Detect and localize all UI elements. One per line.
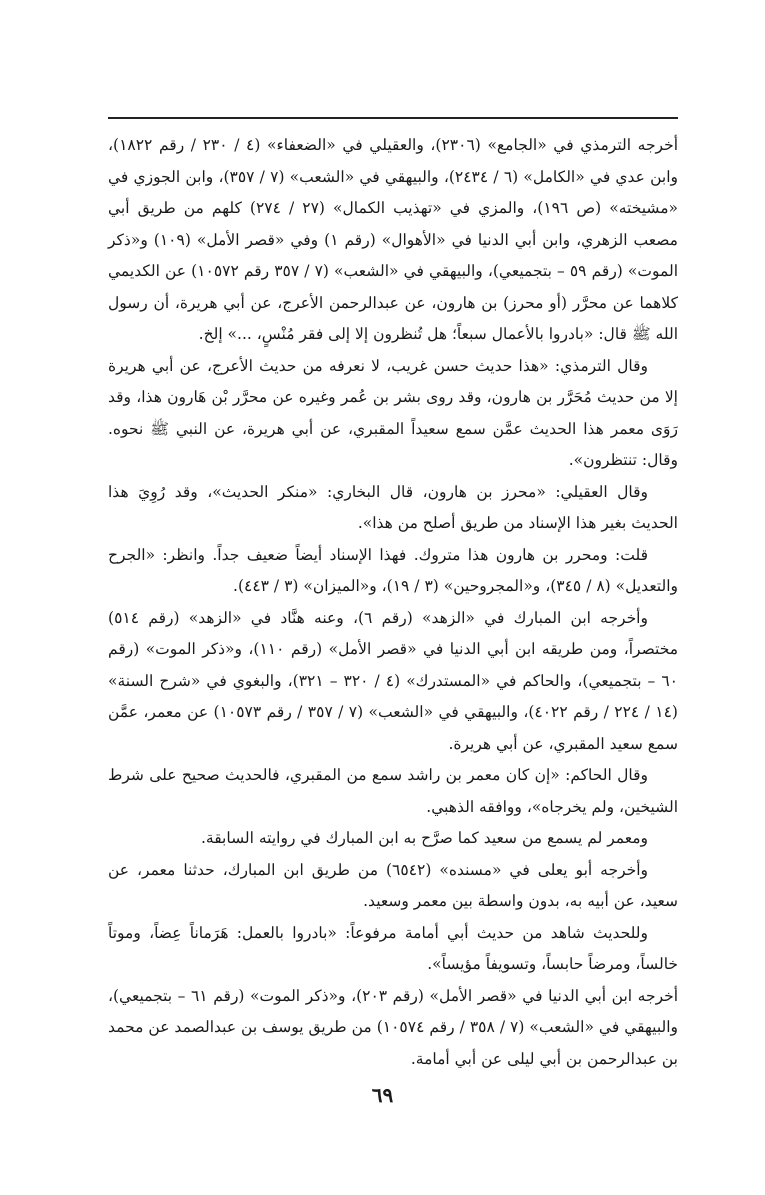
footnote-paragraph-tirmidhi-comment: وقال الترمذي: «هذا حديث حسن غريب، لا نعرفه من حديث الأعرج، عن أبي هريرة إلا من حديث مُحَرَّر بن هارون، وقد روى بشر بن عُمر وغيره عن محرَّر بْن هَارون هذا، وقد رَوَى معمر هذا الحديث عمَّن سمع سعيداً المقبري، عن أبي هريرة، عن النبي ﷺ نحوه. وقال: تنتظرون». [108, 356, 678, 469]
footnote-paragraph-uqayli-comment: وقال العقيلي: «محرز بن هارون، قال البخاري: «منكر الحديث»، وقد رُوِيَ هذا الحديث بغير هذا الإسناد من طريق أصلح من هذا». [108, 482, 678, 532]
footnote-separator-rule [108, 117, 678, 119]
footnote-paragraph-hakim-comment: وقال الحاكم: «إن كان معمر بن راشد سمع من المقبري، فالحديث صحيح على شرط الشيخين، ولم يخرجاه»، ووافقه الذهبي. [108, 766, 678, 816]
footnote-paragraph-shahid-abu-umama: وللحديث شاهد من حديث أبي أمامة مرفوعاً: «بادروا بالعمل: هَرَماناً عِضاً، وموتاً خالساً، ومرضاً حابساً، وتسويفاً مؤيساً». [108, 923, 678, 973]
footnote-text-block [108, 130, 678, 1075]
footnote-paragraph-takhrij-tirmidhi: أخرجه الترمذي في «الجامع» (٢٣٠٦)، والعقيلي في «الضعفاء» (٤ / ٢٣٠ / رقم ١٨٢٢)، وابن عدي في «الكامل» (٦ / ٢٤٣٤)، والبيهقي في «الشعب» (٧ / ٣٥٧)، وابن الجوزي في «مشيخته» (ص ١٩٦)، والمزي في «تهذيب الكمال» (٢٧ / ٢٧٤) كلهم من طريق أبي مصعب الزهري، وابن أبي الدنيا في «الأهوال» (رقم ١) وفي «قصر الأمل» (١٠٩) و«ذكر الموت» (رقم ٥٩ – بتجميعي)، والبيهقي في «الشعب» (٧ / ٣٥٧ رقم ١٠٥٧٢) عن الكديمي كلاهما عن محرَّر (أو محرز) بن هارون، عن عبدالرحمن الأعرج، عن أبي هريرة، أن رسول الله ﷺ قال: «بادروا بالأعمال سبعاً؛ هل تُنظرون إلا إلى فقر مُنْسٍ، ...» إلخ. [108, 136, 679, 343]
page-number: ٦٩ [371, 1083, 394, 1107]
footnote-paragraph-author-verdict: قلت: ومحرر بن هارون هذا متروك. فهذا الإسناد أيضاً ضعيف جداً. وانظر: «الجرح والتعديل» (٨ / ٣٤٥)، و«المجروحين» (٣ / ١٩)، و«الميزان» (٣ / ٤٤٣). [108, 545, 678, 595]
footnote-paragraph-takhrij-shahid: أخرجه ابن أبي الدنيا في «قصر الأمل» (رقم ٢٠٣)، و«ذكر الموت» (رقم ٦١ – بتجميعي)، والبيهقي في «الشعب» (٧ / ٣٥٨ / رقم ١٠٥٧٤) من طريق يوسف بن عبدالصمد عن محمد بن عبدالرحمن بن أبي ليلى عن أبي أمامة. [108, 986, 679, 1068]
footnote-paragraph-ibn-mubarak: وأخرجه ابن المبارك في «الزهد» (رقم ٦)، وعنه هنَّاد في «الزهد» (رقم ٥١٤) مختصراً، ومن طريقه ابن أبي الدنيا في «قصر الأمل» (رقم ١١٠)، و«ذكر الموت» (رقم ٦٠ – بتجميعي)، والحاكم في «المستدرك» (٤ / ٣٢٠ – ٣٢١)، والبغوي في «شرح السنة» (١٤ / ٢٢٤ / رقم ٤٠٢٢)، والبيهقي في «الشعب» (٧ / ٣٥٧ / رقم ١٠٥٧٣) عن معمر، عمَّن سمع سعيد المقبري، عن أبي هريرة. [108, 608, 678, 753]
footnote-paragraph-abu-yala: وأخرجه أبو يعلى في «مسنده» (٦٥٤٢) من طريق ابن المبارك، حدثنا معمر، عن سعيد، عن أبيه به، بدون واسطة بين معمر وسعيد. [108, 860, 678, 910]
footnote-paragraph-mamar-note: ومعمر لم يسمع من سعيد كما صرَّح به ابن المبارك في روايته السابقة. [200, 829, 648, 847]
